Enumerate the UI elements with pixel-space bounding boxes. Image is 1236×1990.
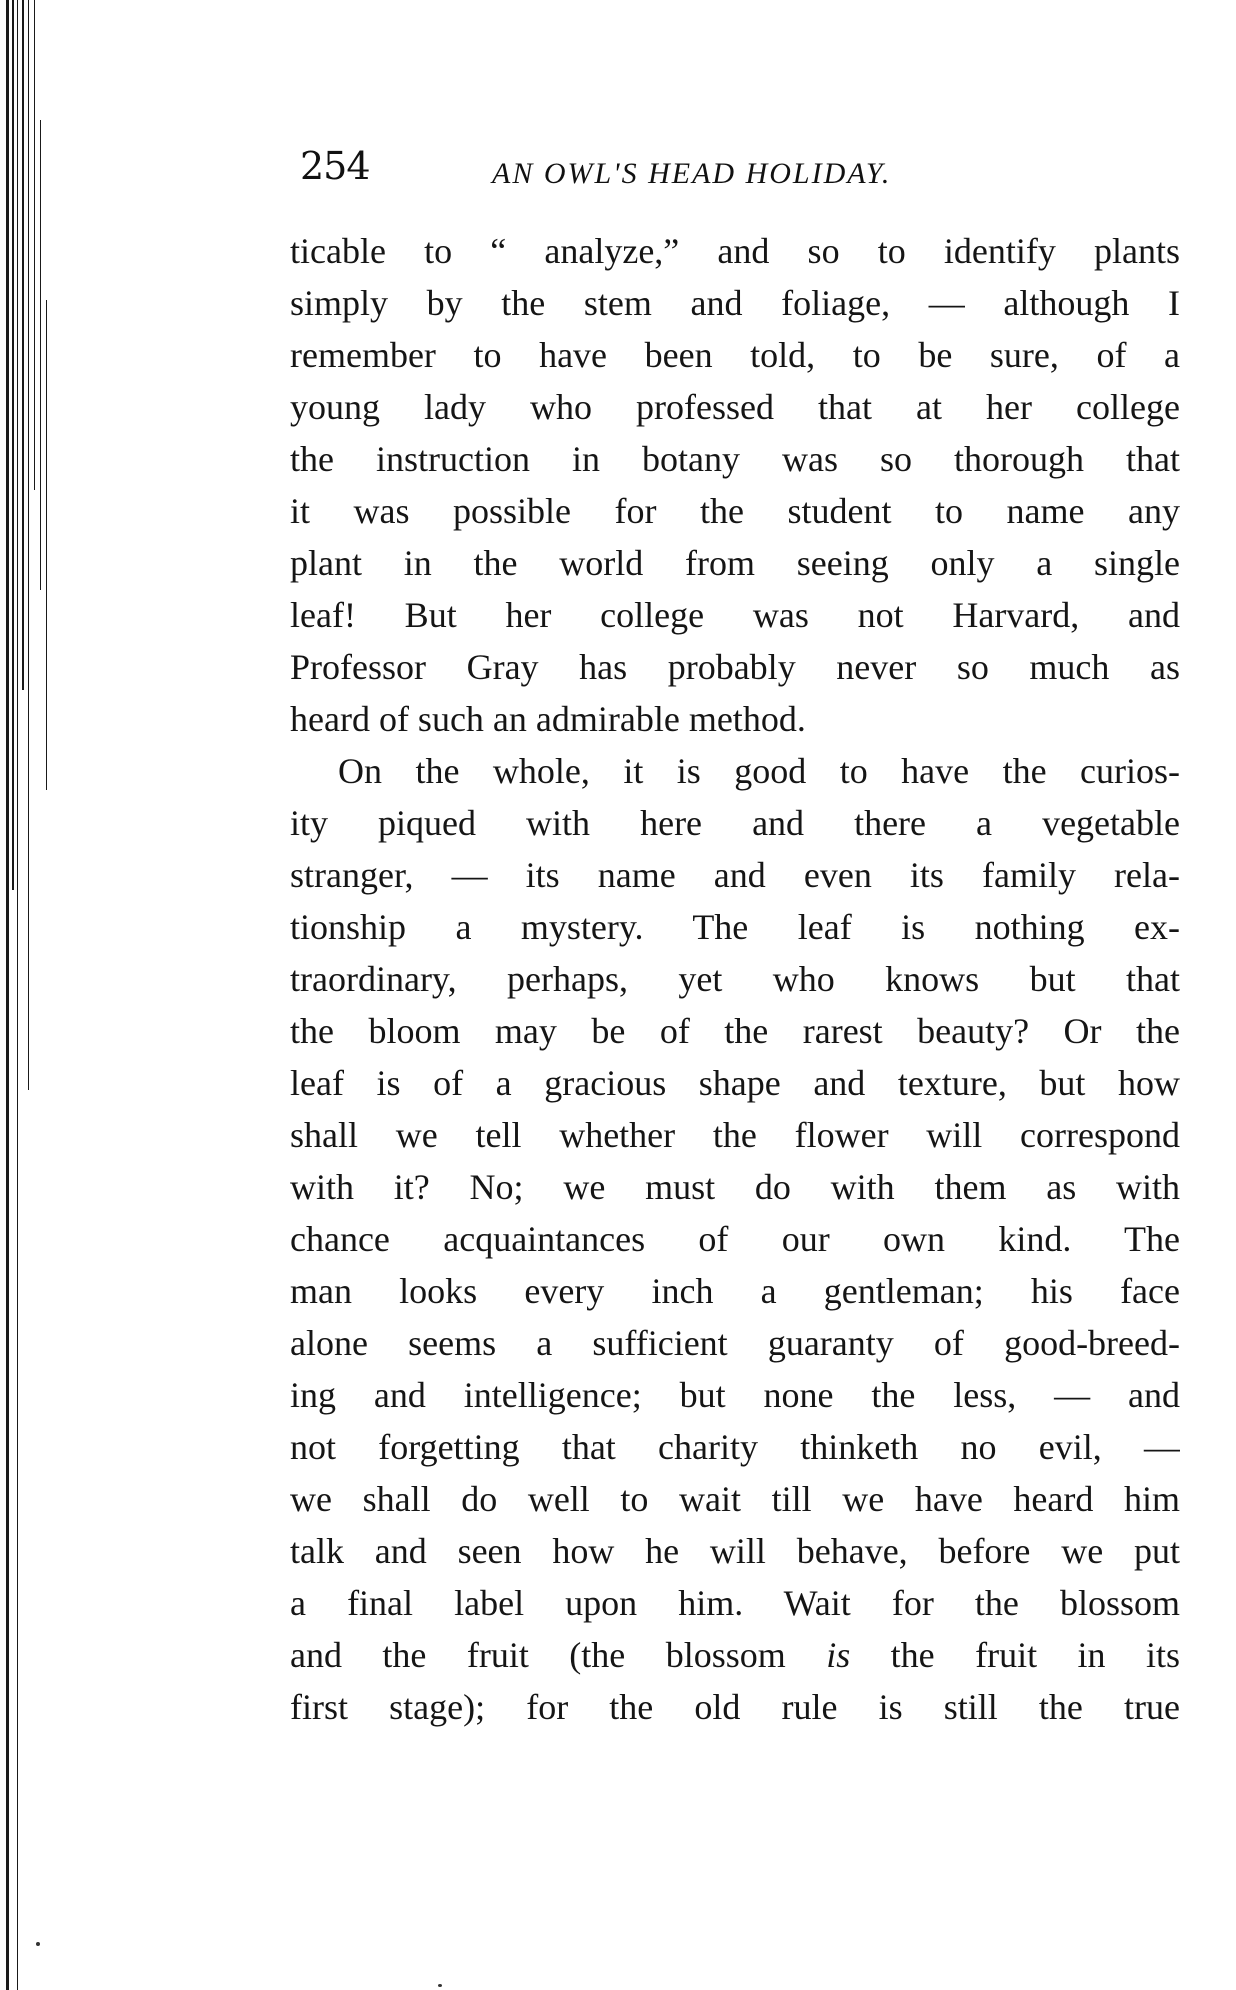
text-line: stranger, — its name and even its family rela- (290, 855, 1180, 895)
text-line: young lady who professed that at her college (290, 387, 1180, 427)
running-head: AN OWL'S HEAD HOLIDAY. (492, 157, 892, 190)
text-line: tionship a mystery. The leaf is nothing ex- (290, 907, 1180, 947)
text-line: man looks every inch a gentleman; his face (290, 1271, 1180, 1311)
paragraph-first-line: On the whole, it is good to have the curios- (338, 751, 1180, 791)
ink-speck (36, 1942, 40, 1946)
text-line: ing and intelligence; but none the less, — and (290, 1375, 1180, 1415)
text-line: talk and seen how he will behave, before we put (290, 1531, 1180, 1571)
text-line: simply by the stem and foliage, — although I (290, 283, 1180, 323)
text-line: leaf is of a gracious shape and texture, but how (290, 1063, 1180, 1103)
binding-edge (0, 0, 60, 1990)
text-line: plant in the world from seeing only a single (290, 543, 1180, 583)
text-line: we shall do well to wait till we have heard him (290, 1479, 1180, 1519)
text-line: not forgetting that charity thinketh no evil, — (290, 1427, 1180, 1467)
text-line: it was possible for the student to name any (290, 491, 1180, 531)
text-line: remember to have been told, to be sure, of a (290, 335, 1180, 375)
text-line: chance acquaintances of our own kind. The (290, 1219, 1180, 1259)
text-line: first stage); for the old rule is still the true (290, 1687, 1180, 1727)
text-line-with-emphasis (290, 1629, 1180, 1681)
text-line: Professor Gray has probably never so much as (290, 647, 1180, 687)
text-line: the instruction in botany was so thorough that (290, 439, 1180, 479)
text-segment: the fruit in its (850, 1635, 1180, 1675)
text-line: a final label upon him. Wait for the blossom (290, 1583, 1180, 1623)
paragraph-end-line: heard of such an admirable method. (290, 699, 806, 739)
text-segment: and the fruit (the blossom (290, 1635, 827, 1675)
text-line: ity piqued with here and there a vegetable (290, 803, 1180, 843)
ink-speck (438, 1984, 442, 1987)
text-line: traordinary, perhaps, yet who knows but that (290, 959, 1180, 999)
italic-emphasis: is (826, 1635, 851, 1675)
text-line: alone seems a sufficient guaranty of good-breed- (290, 1323, 1180, 1363)
text-line: with it? No; we must do with them as with (290, 1167, 1180, 1207)
body-text (290, 225, 1180, 1733)
text-line: the bloom may be of the rarest beauty? Or the (290, 1011, 1180, 1051)
page-number: 254 (300, 144, 370, 188)
page-header (300, 140, 1200, 200)
text-line: shall we tell whether the flower will correspond (290, 1115, 1180, 1155)
text-line: leaf! But her college was not Harvard, and (290, 595, 1180, 635)
text-line: ticable to “ analyze,” and so to identify plants (290, 231, 1180, 271)
